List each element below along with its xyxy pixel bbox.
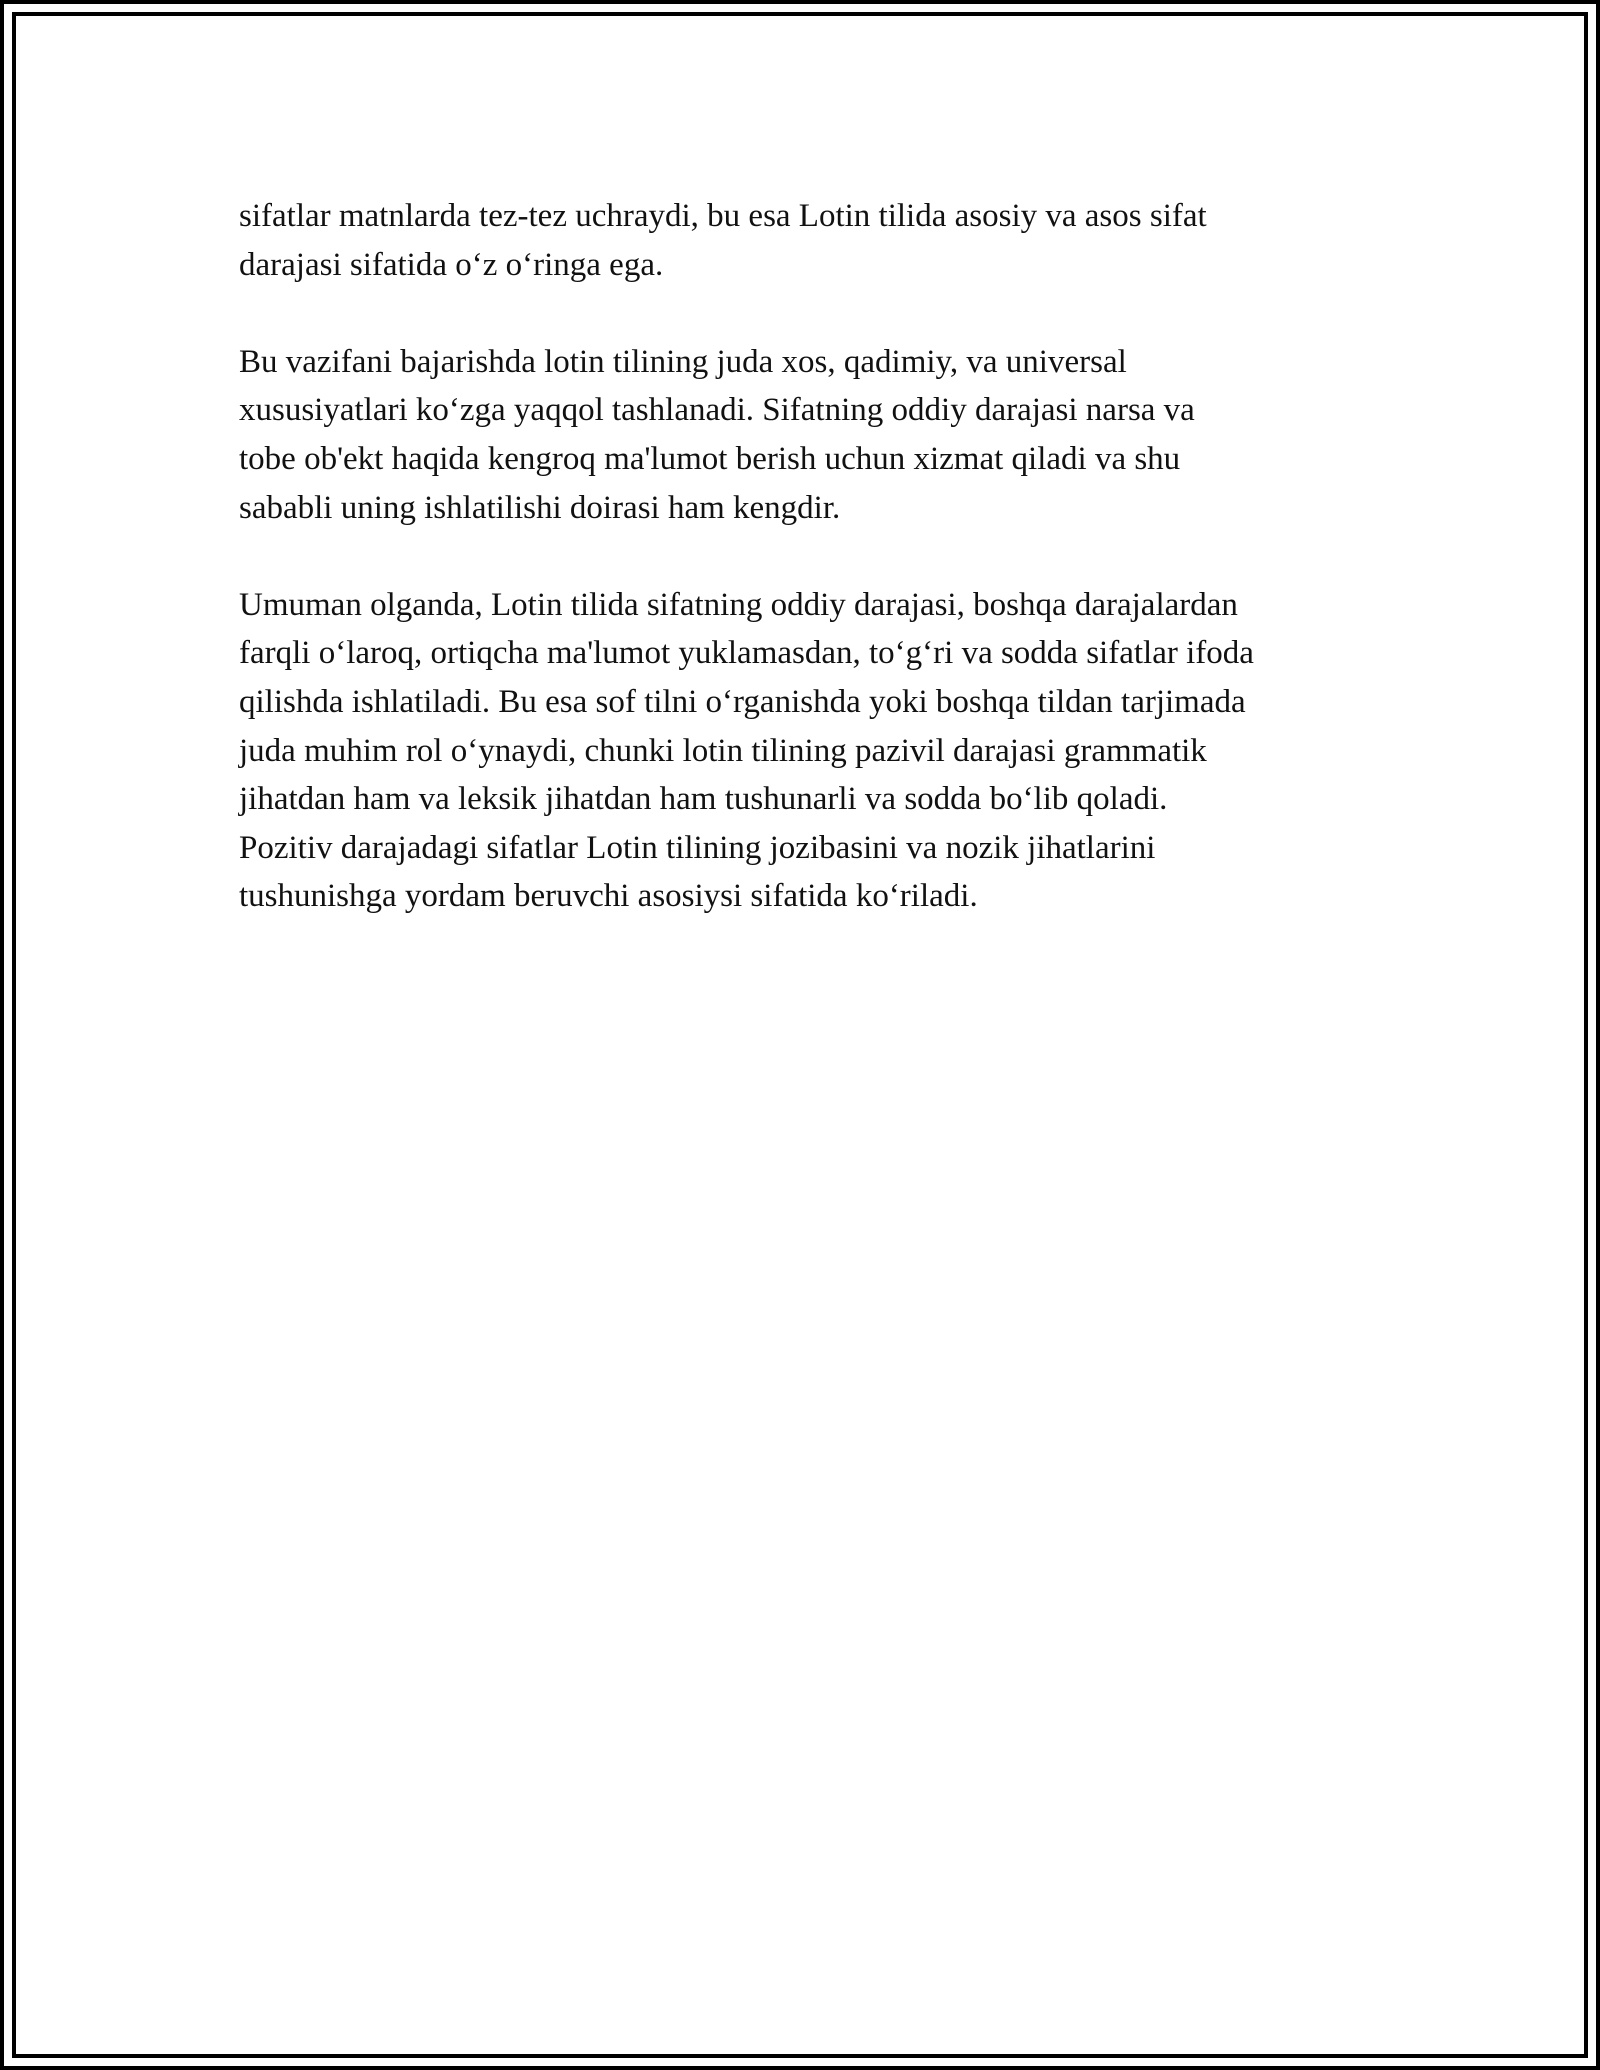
text-line: jihatdan ham va leksik jihatdan ham tushunarli va sodda bo‘lib qoladi. bbox=[239, 781, 1168, 818]
text-line: tushunishga yordam beruvchi asosiysi sifatida ko‘riladi. bbox=[239, 878, 978, 915]
text-line: juda muhim rol o‘ynaydi, chunki lotin tilining pazivil darajasi grammatik bbox=[239, 732, 1207, 769]
text-line: sifatlar matnlarda tez-tez uchraydi, bu esa Lotin tilida asosiy va asos sifat bbox=[239, 198, 1207, 234]
text-line: Umuman olganda, Lotin tilida sifatning oddiy darajasi, boshqa darajalardan bbox=[239, 586, 1238, 623]
text-line: tobe ob'ekt haqida kengroq ma'lumot berish uchun xizmat qiladi va shu bbox=[239, 440, 1181, 477]
text-line: Bu vazifani bajarishda lotin tilining juda xos, qadimiy, va universal bbox=[239, 343, 1127, 380]
text-line: xususiyatlari ko‘zga yaqqol tashlanadi. Sifatning oddiy darajasi narsa va bbox=[239, 392, 1195, 429]
text-line: darajasi sifatida o‘z o‘ringa ega. bbox=[239, 246, 664, 283]
text-line: farqli o‘laroq, ortiqcha ma'lumot yuklamasdan, to‘g‘ri va sodda sifatlar ifoda bbox=[239, 635, 1254, 672]
paragraph-3 bbox=[239, 581, 1379, 921]
text-line: Pozitiv darajadagi sifatlar Lotin tilining jozibasini va nozik jihatlarini bbox=[239, 829, 1156, 866]
text-line: qilishda ishlatiladi. Bu esa sof tilni o‘rganishda yoki boshqa tildan tarjimada bbox=[239, 683, 1246, 720]
paragraph-1 bbox=[239, 192, 1379, 289]
text-line: sababli uning ishlatilishi doirasi ham kengdir. bbox=[239, 489, 841, 526]
paragraph-2 bbox=[239, 338, 1379, 532]
page-content bbox=[239, 192, 1379, 970]
